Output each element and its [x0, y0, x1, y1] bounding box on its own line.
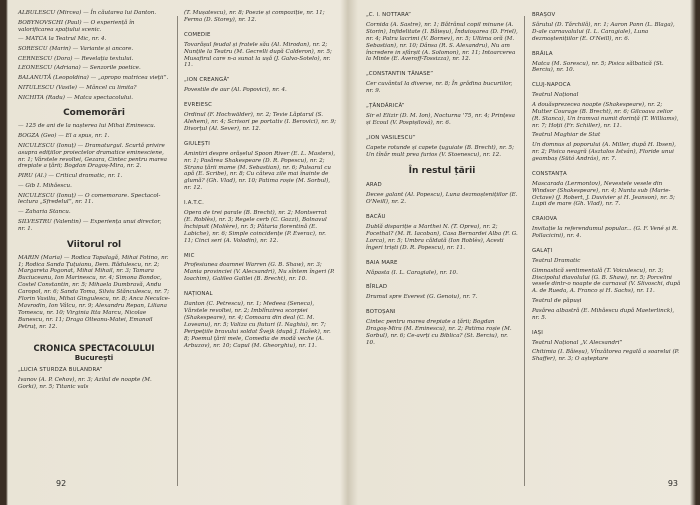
entry: Teatrul Național „V. Alecsandri” [532, 339, 623, 346]
entry: BOBYNOVSCHI (Paul) — O experiență în valorificarea spațiului scenic. [18, 19, 135, 33]
section-heading: „C. I. NOTTARA” [366, 12, 412, 18]
section-title-in-restul-tarii: În restul țării [408, 165, 476, 176]
entry: Mascarada (Lermontov), Nevestele vesele din Windsor (Shakespeare), nr. 4; Nunta sub (Marie-Octave) (J. Robert, J. Duvivier și H. Jeanson), nr. 5; Lupii de mare (Gh. Vlad), nr. 7. [532, 180, 675, 208]
section-heading: CLUJ-NAPOCA [532, 82, 571, 89]
section-heading: BOTOȘANI [366, 309, 396, 316]
entry: BALANUTĂ (Leopoldina) — „apropo matricea vieții”. [18, 75, 169, 82]
entry: Decee galant (Al. Popescu), Luna dezmoștenițiilor (E. O'Neill), nr. 2. [366, 192, 518, 206]
entry: Cer cuvântul la diverse, nr. 8; În grădina bucuriilor, nr. 9. [366, 81, 513, 95]
entry: Gimnastică sentimentală (T. Voiculescu), nr. 3; Discipolul diavolului (G. B. Shaw), nr. 5; Porcelini vesele dintr-o noapte de carnaval (V. Slivoschi, după A. de Rueda, A. Franco și H. Sachs), nr. 11. [532, 267, 681, 295]
entry: Opera de trei parale (B. Brecht), nr. 2; Montserrat (E. Roblès), nr. 3; Regele cerb (C. Gozzi), Bolnavul închipuit (Molière), nr. 5; Pătaria florentină (E. Labiche), nr. 6; Simple coincidențe (P. Everac), nr. 11; Cinci seri (A. Volodin), nr. 12. [184, 210, 327, 244]
entry: BOGZA (Geo) — El a spus, nr. 1. [18, 133, 110, 140]
page-number: 92 [56, 479, 67, 488]
entry: NICHITA (Radu) — Matca spectacolului. [18, 94, 133, 101]
section-title-viitorul-rol: Viitorul rol [66, 239, 122, 250]
section-subtitle-bucuresti: București [74, 352, 114, 362]
entry: Profesiunea doamnei Warren (G. B. Shaw), nr. 3; Mania provinciei (V. Alecsandri), Nu sîntem îngeri (P. Ioachim), Galileo Galilei (B. Brecht), nr. 10. [184, 262, 335, 283]
entry: PIRU (Al.) — Criticul dramatic, nr. 1. [18, 173, 123, 180]
left-page [12, 6, 342, 498]
section-heading: IAȘI [532, 329, 544, 336]
section-title-cronica: CRONICA SPECTACOLULUI [33, 342, 155, 353]
section-title-comemorari: Comemorări [63, 108, 125, 119]
entry: Teatrul Maghiar de Stat [532, 132, 601, 139]
section-heading: „ION VASILESCU” [366, 134, 416, 141]
right-page-column-2 [532, 10, 682, 366]
entry: NITULESCU (Vasile) — Mâncel cu limita? [18, 84, 137, 91]
section-heading: NAȚIONAL [184, 291, 213, 298]
entry: CERNESCU (Dora) — Revelația textului. [18, 55, 134, 62]
entry: MARIN (Maria) — Rodica Tapalagă, Mihai Fotino, nr. 1; Rodica Sanda Țuțuianu, Dem. Rădulescu, nr. 2; Margareta Pogonat, Mihai Mihail, nr. 3; Tamara Buciuceanu, Ion Marinescu, nr. 4; Simona Bondoc, Costel Constantin, nr. 5; Mihaela Dumbravă, Andu Caropol, nr. 6; Sanda Toma, Silviu Stănculescu, nr. 7; Florin Vasiliu, Mihai Gingulescu, nr. 8; Anca Neculce-Mavrodin, Ion Vâlcu, nr. 9; Alexandru Repan, Liliana Tomescu, nr. 10; Virginia Itta Marcu, Nicolae Bunescu, nr. 11; Draga Olteanu-Matei, Emanoil Petruț, nr. 12. [18, 254, 170, 330]
entry: — 125 de ani de la nașterea lui Mihai Eminescu. [18, 123, 156, 130]
right-page-column-1 [366, 10, 518, 350]
section-heading: „LUCIA STURDZA BULANDRA” [18, 367, 103, 374]
entry: Capete rotunde și capete țuguiate (B. Brecht), nr. 5; Un tînăr mult prea furios (V. Stoenescu), nr. 12. [366, 144, 514, 158]
section-heading: I.A.T.C. [184, 200, 205, 207]
entry: Năpasta (I. L. Caragiale), nr. 10. [366, 269, 458, 276]
left-page-column-2 [184, 10, 336, 352]
section-heading: BACĂU [366, 214, 386, 221]
entry: Invitație la referendumul popular... (G. F. Vené și R. Pollacicini), nr. 4. [532, 226, 678, 240]
section-heading: BRAȘOV [532, 12, 556, 18]
entry: Ordinul (F. Hochwälder), nr. 2; Tevie Lăptarul (S. Alehem), nr. 4; Scrisori pe portativ (I. Berovici), nr. 9; Divorțul (Al. Sever), nr. 12. [184, 112, 336, 132]
section-heading: CRAIOVA [532, 216, 558, 223]
entry: Sir el Elizir (D. M. Ion), Nocturna '75, nr. 4; Prințesa și Ecoul (V. Pospișilová), nr. 6. [366, 112, 515, 126]
entry: Amintiri despre orășelul Spoon River (E. L. Masters), nr. 1; Pasărea Shakespeare (D. R. Popescu), nr. 2; Strana țării mame (M. Sebastian), nr. 6; Pulsarul cu apă (E. Scribe), nr. 8; Cu câteva zile mai înainte de glumă? (Gh. Vlad), nr. 10; Patima roșie (M. Sorbul), nr. 12. [184, 150, 336, 192]
entry: NICULESCU (Ionuț) — Dramaturgul. Scurtă privire asupra edițiilor proiectelor dramatice eminesciene, nr. 1; Vârstele revoltei, Gezara, Cintec pentru marea drepiate a țării; Bogdan Dragoș-Mira, nr. 2. [18, 142, 168, 170]
section-heading: GIULEȘTI [184, 140, 211, 147]
entry: Matca (M. Sorescu), nr. 5; Pisica sălbatică (St. Berciu), nr. 10. [532, 60, 664, 74]
entry: (T. Mușatescu), nr. 8; Poezie și compoziție, nr. 11; Ferma (D. Storey), nr. 12. [184, 10, 325, 23]
section-heading: „CONSTANTIN TĂNASE” [366, 71, 434, 78]
section-heading: MIC [184, 252, 195, 259]
page-number: 93 [667, 479, 678, 488]
section-heading: „ȚĂNDĂRICĂ” [366, 103, 405, 110]
entry: — Zaharia Stancu. [18, 209, 71, 216]
right-page [358, 6, 690, 498]
section-heading: CONSTANȚA [532, 170, 567, 177]
entry: Teatrul Dramatic [532, 257, 581, 264]
entry: LEONESCU (Adriana) — Senzorile poetice. [18, 65, 141, 72]
column-divider [524, 16, 525, 486]
section-heading: EVREIESC [184, 102, 213, 109]
entry: SILVESTRU (Valentin) — Experiența unui director, nr. 1. [18, 218, 162, 232]
entry: Ivanov (A. P. Cehov), nr. 3; Azilul de noapte (M. Gorki), nr. 5; Titanic vals [18, 377, 152, 391]
entry: Drumul spre Everest (G. Genoiu), nr. 7. [366, 294, 478, 301]
entry: NICULESCU (Ionuț) — O comemorare. Spectacol-lectura „Sfredelul”, nr. 11. [18, 192, 161, 206]
entry: Pasărea albastră (E. Mihăescu după Maeterlinck), nr. 5. [532, 307, 675, 321]
section-heading: ARAD [366, 182, 382, 189]
entry: Sărutul (D. Tărchilă), nr. 1; Aaron Pann (L. Blaga), D-ale carnavalului (I. L. Caragiale), Luna dezmoștenițiilor (E. O'Neill), nr. 6. [532, 21, 675, 42]
entry: Povestile de aur (Al. Popovici), nr. 4. [184, 87, 287, 94]
entry: Cintec pentru marea drepiate a țării; Bogdan Dragoș-Mira (M. Eminescu), nr. 2; Patima roșie (M. Sorbul), nr. 6; Ce-avrți cu Biblica? (St. Berciu), nr. 10. [366, 319, 512, 346]
column-divider [177, 16, 178, 486]
entry: — MATCA la Teatrul Mic, nr. 4. [18, 36, 107, 43]
left-page-column-1 [18, 10, 170, 394]
entry: A douăsprezecea noapte (Shakespeare), nr. 2; Mutter Courage (B. Brecht), nr. 6; Gilcoava zelior (R. Stanca), Un tramvai numit dorință (T. Williams), nr. 7; Hoții (Fr. Schiller), nr. 11. [532, 101, 679, 129]
section-heading: COMEDIE [184, 31, 211, 38]
entry: Dublă dispariție a Marthei N. (T. Oprea), nr. 2; Focethal? (M. R. Iacoban), Casa Bernardei Alba (F. G. Lorca), nr. 5; Umbra căldată (Ion Roblès), Acesti îngeri triști (D. R. Popescu), nr. 11. [366, 224, 518, 251]
entry: Chitimia (I. Băieșu), Vînzătorea regală a soarelui (P. Shaffer), nr. 3; O așteptare [532, 349, 680, 363]
entry: — Gib I. Mihăescu. [18, 182, 72, 189]
entry: Tovarășul feudal și fratele său (Al. Mirodan), nr. 2; Nunțile la Teatru (M. Gecrelli după Calderon), nr. 5; Musafirul care n-a sunat la ușă (J. Galvo-Sotelo), nr. 11. [184, 41, 332, 69]
entry: Un domnus al poporului (A. Miller, după H. Ibsen), nr. 2; Pisica neagră (Asztalos István), Floride unui geambaș (Sütó András), nr. 7. [532, 142, 676, 162]
section-heading: BÎRLAD [366, 284, 388, 291]
section-heading: BAIA MARE [366, 259, 398, 266]
entry: ALBULESCU (Mircea) — În căutarea lui Danton. [18, 10, 157, 16]
entry: Teatrul Național [532, 92, 579, 99]
entry: SORESCU (Marin) — Variante și ancore. [18, 46, 134, 53]
entry: Danton (C. Petrescu), nr. 1; Medeea (Seneca), Vărstele revoltei, nr. 2; Imblînzirea scorpiei (Shakespeare), nr. 4; Comoara din deal (C. M. Loveanu), nr. 5; Valiza cu fluturi (I. Naghiu), nr. 7; Peripețiile bravului soldat Švejk (după J. Hašek), nr. 8; Poemul țării mele, Comedia de modă veche (A. Arbuzov), nr. 10; Capul (M. Gheorghiu), nr. 11. [184, 301, 331, 349]
entry: Teatrul de păpuși [532, 298, 582, 305]
section-heading: GALAȚI [532, 248, 553, 255]
section-heading: BRĂILA [532, 50, 553, 57]
entry: Cornida (A. Sastre), nr. 1; Bătrânul copil minune (A. Storin), Infidelitate (I. Băieșu), Înduioșarea (D. Friel), nr. 4; Patru lacrimi (V. Bornev), nr. 5; Ultima oră (M. Sebastian), nr. 10; Dânsa (R. S. Alexandru), Nu am încredere in sfârșit (A. Solomon), nr. 11; Intoarcerea la Minte (E. Averoff-Tossizza), nr. 12. [366, 21, 518, 63]
section-heading: „ION CREANGĂ” [184, 77, 230, 84]
